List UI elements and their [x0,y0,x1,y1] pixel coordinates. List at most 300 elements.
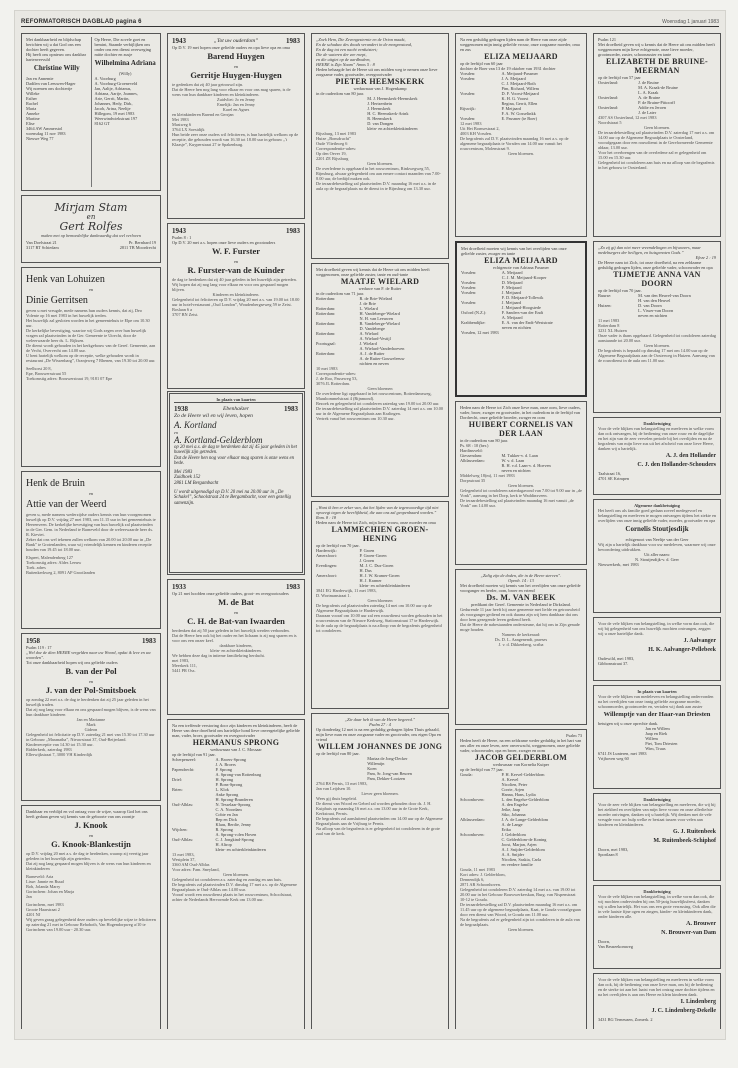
ad-intro: Dankbaar en verblijd en vol ontzag voor de wijze, waarop God het ons heeft gedaan geven wij kennis van de geboorte van ons zoontje [26,809,148,819]
family-table [598,80,716,115]
signer-name: J. Aalvanger [683,638,716,644]
ad-intro: Heden nam de Heere tot Zich, mijn lieve vrouw, onze moeder en oma [316,520,436,525]
child-name: Christine Willy [33,64,80,72]
ad-body: Voor de vele blijken van belangstelling en meeleven in welke vorm dan ook, bij de bediening van onze lieve man, ons bij de bediening en de sterke tot aan het laatst van het ontzag onze dochter tijdens en na het overlijden is aan ons Heere en klein kinderen dank. [598,977,715,997]
ad-intro: Met droefheid geven wij kennis dat de Heere uit ons midden heeft weggenomen, onze geliefde zuster, tante en oud-tante [316,267,430,277]
family-table [461,270,581,330]
family-member: F. A. W. Gosselinkk [501,111,536,116]
family-place: Rotterdam: [316,331,336,336]
family-place: Papendrecht: [172,767,195,772]
ad-place: Taalstraat 16, 4701 SE Krimpen [598,471,630,481]
ad-intro: Op D.V. 19 mei hopen onze geliefde ouders en opa lieve opa en oma [172,45,290,50]
family-member: Nicolien, Saskia, Carla [501,857,542,862]
family-place: Oosterland: [598,95,619,100]
family-member: J. Groen [359,558,375,563]
psalm-ref: Psalm 8 : 1 [172,235,192,240]
deceased-name: JACOB GELDERBLOM [474,753,568,762]
family-member: klein- en achterkleinkinderen [215,847,266,852]
family-place: Alblasserdam: [460,458,485,463]
husband-name: A. Kortland [174,419,217,430]
column-4 [455,33,587,1029]
family-place: Driel: [172,777,183,782]
child-nickname: (Willy) [119,70,132,76]
couple-name: Gert Rolfes [59,220,123,233]
thanks-notice [593,417,721,495]
column-3 [311,33,449,1029]
ad-text: Hij heeft ons opnieuw ons dankbar hartenvervuld [26,52,87,62]
family-place: Rotterdam: [316,306,336,311]
family-place: Amersfoort: [316,573,338,578]
church-obituary [455,569,587,725]
husband-name: J. Knook [74,820,108,830]
signer-name: M. Ruitenbeek-Schiphof [653,838,716,844]
wife-name: C. H. de Bat-van Iwaarden [187,615,285,626]
family-member: K. H. G. Voorst [501,96,529,101]
ad-body: op zondag 22 mei a.s. de dag te herdenken dat zij 25 jaar geleden in het huwelijk traden. Dat zij nog lang voor elkaar en ons gespaard mogen blijven, is de wens van hun dankbare kinderen Jan en Marianne Mark Gideon Gelegenheid tot felicitatie op D.V. zaterdag 21 mei van 15.30 tot 17.30 uur in Gebouw „Maranatha”, Nieuwstraat 37, Oud-Beijerland. Kinderreceptie van 14.30 tot 15.30 uur. Ridderkerk, zaterdag 1983 Ellerwijkstraat 7, 3000 VH Kinderdijk [26,697,156,757]
family-member: H. J. Kramer [359,578,382,583]
quote: „Wel doe de dien HEERE vergelden naar uw Woord, opdat ik leve en uw woorden”. [26,650,151,660]
ad-intro: Na een geduldig gedragen lijden nam de Heere van onze zijde weggenomen mijn innig geliefde vrouw, onze zorgzame moeder, oma en zus [460,37,580,52]
and-text: en [233,609,239,615]
deceased-age: op de leeftijd van 70 jaar. [316,543,360,548]
ad-intro: Op donderdag 12 mei is na een geduldig gedragen lijden Thuis gehaald, mijn lieve man en onze zorgzame vader en grootvader, ons eigen Opa en vriend [316,727,441,742]
ad-banner: In plaats van kaarten [174,397,298,403]
family-member: J. de Later [638,110,657,115]
wife-name: G. Knook-Blankestijn [51,838,131,849]
column-2 [167,33,305,1029]
deceased-name: ELIZA MEIJAARD [484,256,558,265]
family-member: F. D. Meijaard-Tollewik [501,295,544,300]
anniversary-announcement [167,579,305,715]
family-member: klein- en achterkleinkinderen [359,583,410,588]
thanks-notice [593,885,721,969]
family-member: A. Wielard [359,331,379,336]
ad-intro: Op D.V. 20 mei a.s. hopen onze lieve ouders en grootouders [172,240,276,245]
deceased-age: in de ouderdom van 80 jaar. [316,91,364,96]
deceased-name: Willemptje van der Haar-van Driesten [603,711,711,718]
anniversary-years: 1933 1983 [172,583,300,591]
ad-text: maken met op bemoedelijke dankvaardig dat wel verloven [41,233,141,238]
family-place: Huizen: [598,303,612,308]
family-place: Vorsden: [461,290,477,295]
family-member: R. Sprong [215,827,233,832]
family-member: A. den Engelse [501,802,528,807]
engagement-announcement [21,195,161,263]
ad-body: 4307 AS Oosterland, 12 mei 1983 Noordstraat 5 Geen bloemen. De teraardebestelling zal plaatsvinden D.V. zaterdag 17 mei a.s. om 14.00 uur op de Algemene Begraafplaats te Oosterland, voorafgegaan door een rouwdienst in de Gereformeerde Gemeente aldaar, 13.00 uur. Voor het overbrengen van de overledene zal er gelegenheid om 15.00 en 15.30 uur. Gelegenheid tot condoleren aan huis en na afloop van de begrafenis in het gebouw te Oosterland. [598,115,715,170]
and-text: en [233,63,239,69]
family-member: Corrie, Arjen [501,787,525,792]
quote: „Zo zij gij dan niet meer vreemdelingen en bijwoners, maar medeburgers der heiligen, en huisgenoten Gods.” Efeze 2 : 19 [598,245,716,260]
page-header [21,13,719,27]
family-member: L. Wielard [359,306,378,311]
thanks-notice [593,793,721,881]
family-place: Oosterland: [598,105,619,110]
family-member: J. Meijaard-Hoogstede [501,305,541,310]
family-member: C. J. M. Meijaard-Kooper [501,275,547,280]
ad-intro: Heden heeft de Heere, na een zeldzame weder geduldig in het hart van ons aller en onze leven, zeer onverwacht, weggenomen, onze geliefde vader, schoonvader, opa en broer, zwager en oom [460,738,582,753]
family-member: Bep en Dick [215,817,237,822]
notice-title: Dankbetuiging [643,421,671,426]
deceased-name: WILLEM JOHANNES DE JONG [317,742,443,751]
family-table [316,296,444,366]
family-member: A. Broers-Sprong [215,757,247,762]
family-member: H. J. W. Kramer-Groen [359,573,400,578]
family-member: J. A. de Lange-Gelderblom [501,817,549,822]
birth-announcement [21,33,161,191]
bride-name: Attie van der Weerd [26,499,107,510]
ad-body: Bijssburg, 13 mei 1983 Huize „Bonsdrucht” Oude Vliethweg 6 Correspondentie-adres: Op den Oever 19, 2201 ZE Bijssburg Geen bloemen. De overledene is opgebaard in het rouwcentrum, Rinkwegweg 55, Rijnsburg, alwaar gelegenheid om aan ermee contact maanden van 7.00-8.00 uur, de bedtijd maken ook. De teraardebestelling zal plaatsvinden D.V. maandag 16 mei a.s. in de aula op de begraafplaats na de dienst in te Rijnsburg om 13.30 uur. [316,131,441,191]
signer-name: I. Lindenberg [680,999,716,1005]
ad-body: Voor de zeer vele blijken van belangstelling en meeleven, die wij bij het ziekbed en overlijden van mijn lieve vrouw en onze allerliefste moeder ontvingen, danken wij u hartelijk. Wij denken met de vele vreugde voor uw hulp welke er bestaat tussen voor velen aan kinderen en kleinkinderen. [598,802,716,827]
family-member: E. A. van der Endt-Weststrate [501,320,553,325]
deceased-spouse: weduwe van F. de Ruiter [358,286,402,291]
family-member: N. Tesselaar-Sprong [215,802,251,807]
family-member: Siko, Johanna [501,812,526,817]
notice-title: Dankbetuiging [643,797,671,802]
page-date: Woensdag 1 januari 1983 [662,19,719,25]
anniversary-announcement [21,805,161,1029]
family-place: Oxford (N.Z.): [461,310,487,315]
family-member: M. A. Kraak-de Bruine [638,85,678,90]
family-member: H. Altrop [215,842,232,847]
family-member: J. Meijaard [501,300,522,305]
family-list: Mariaa de Jong-Decker Willemijn Koen Pam, Sr. Jong-van Beuren Pam, Dekker-Looizen [367,756,412,781]
family-table [316,548,444,588]
wife-name: R. Furster-van de Kuinder [187,264,285,275]
husband-name: B. van der Pol [65,666,117,676]
ad-place: Doorn, mei 1983, Sportlaan 8 [598,847,629,857]
family-member: A. Kervel [501,777,519,782]
and-text: en [88,491,94,496]
family-place: Vorsden: [460,76,476,81]
family-member: L. den Engelse-Gelderblom [501,797,550,802]
family-member: D. Vandeberge [359,326,385,331]
family-member: D. Meijaard [501,280,523,285]
ad-place: 6741 JS Lunteren, mei 1983 Vrijhoven weg 60 [598,750,647,761]
obituary [593,241,721,413]
bride-name: Dinie Gerritsen [26,295,88,306]
family-member: en verdere familie [501,862,533,867]
ad-body: de dag te herdenken dat zij 40 jaar geleden in het huwelijk zijn getreden. Wij hopen dat zij nog lang voor elkaar en voor ons gespaard mogen blijven. Kinderen en kleinkinderen. Gelegenheid tot feliciteren op D.V. vrijdag 20 mei a.s. van 19.00 tot 18.00 uur in hotel-restaurant „Oud London”, Woudenbergseweg 59 te Zeist. Boslaan 6 a 3707 BN Zeist. [172,277,300,317]
deceased-name: TIJMETJE ANNA VAN DOORN [613,270,701,288]
ad-body: Middelweg 18(m), 11 mei 1983 Dorpsstraat 35 Geen bloemen. Gelegenheid tot condoleren zaterdagavond van 7.00 tot 9.00 uur in „de Vonk”, aanvang in het Dorp, kerk te Waddinxveen. De teraardebestelling zal plaatsvinden maandag 16 mei vanuit „de Vonk” om 14.00 uur. [460,473,582,508]
anniversary-years: 1938 Ebenhaëzer 1983 [174,405,298,413]
family-place: Vorsden: [460,91,476,96]
signer-name: J. C. Lindenberg-Dekelle [651,1008,716,1014]
family-member: H. van den Heuvel [638,298,671,303]
newspaper-page [14,10,726,1040]
anniversary-announcement [167,33,305,219]
family-member: neven en nichten [501,325,531,330]
ad-body: Voor de vele blijken van medeleven en belangstelling ondervonden na het overlijden van onze innig geliefde zorgzame moeder, schoonmoeder, grootmoeder en, vertalen wij dank aan zuster [598,694,714,709]
deceased-name: Cornelis Stoutjesdijk [625,525,689,533]
anniversary-years: 1943 1983 [172,227,300,235]
family-member: C. J. Jongkind-Sprong [215,837,254,842]
family-member: Klaas, Berdie, Jenny [215,822,252,827]
family-member: L. Klok [215,787,229,792]
quote: „Zoek Hem, Die Zevengesternte en de Orion maakt, En de schaduw des doods verandert in de morgenstond, En de dag tot een nacht verduistert; Die de wateren der zee roept, en die uitgiet op de aardbodem, HEERE is Zijn Naam” Amos 5 : 8 [316,37,412,67]
column-1 [21,33,161,1029]
thanks-notice [593,973,721,1029]
ad-body: Voor de vele blijken van belangstelling, in welke vorm dan ook, die wij mochten ondervinden bij ons 50-jarig huwelijksfeest, danken wij u allen hartelijk. Het was ons een grote verrassing. Ook allen die in vele laatste fijne ogen en zingen, kinder- en kleinkinderen dank, onder kinderen alle. [598,894,716,919]
family-place: Gouda: [460,772,473,777]
family-member: Pim, Richard, Willem [501,86,539,91]
family-place: Wijchen: [172,827,188,832]
obituary [311,713,449,1029]
family-member: J. A. Broers [215,762,236,767]
family-member: R. de Brie-Wielard [359,296,393,301]
and-text: en [174,429,179,435]
anniversary-years: 1958 1983 [26,637,156,645]
family-place: Vorsden: [460,116,476,121]
family-member: J. Gelderblom [501,832,526,837]
signer-name: A. J. den Hollander [665,453,716,459]
ad-sub: betuigen wij u onze oprechte dank. [598,720,659,726]
family-list: M. J. Heemskerk-Heemskerk J. Hertzenbein J. Heemskerk H. C. Heemskerk-Arink R. Heemskerk D. van Dongen klein- en achterkleinkinderen [367,96,418,131]
family-member: H. Sprong-Brunderen [215,797,253,802]
deceased-age: in de ouderdom van 80 jaar. [460,438,508,443]
obituary [455,729,587,1029]
family-member: D. van Doorn [638,303,662,308]
family-member: A. Meijaard [501,315,523,320]
and-text: en [88,287,94,292]
psalm-ref: Psalm 121 [598,37,617,42]
deceased-spouse: weduwnaar van Kornelia Kuiper [492,762,550,767]
ad-body: 13 mei 1983, Westplein 37, 3360 AM Oud-Alblas Voor adres: Fam. Sneyland, Geen bloemen. Gelegenheid tot condoleren a.s. zaterdag en zondag en aan huis. De begrafenis zal plaatsvinden D.V. dinsdag 17 mei a.s. op de Algemene Begraafplaats te Oud-Alblas om 14.00 uur. Vooraf wordt een rouwdienst plaats in het rouwcentrum, Schoolstraat, achter de Nederlands Hervormde Kerk om 13.00 uur. [172,852,297,902]
family-member: J. A. Meijaard [501,76,526,81]
deceased-name: ELIZABETH DE BRUINE-MEERMAN [605,57,709,75]
husband-name: W. F. Furster [211,246,260,256]
family-member: P. Meijaard [501,106,522,111]
birth-right [91,37,157,187]
ad-place: 3431 BG Terneuzen, Zomerk. 2 [598,1017,653,1022]
quote: „Zie daar heb ik van de Heere begeerd.” Psalm 27 : 4 [344,717,416,727]
psalm-ref: Psalm 119 : 17 [26,645,52,650]
family-member: B. H. v.d. Laan-v. d. Hoeven [501,463,551,468]
family-member: E. Passmer (te Boer) [501,116,538,121]
family-member: J. Meijaard [501,290,522,295]
groom-name: Henk van Lohuizen [26,274,105,285]
ad-body: Het heeft ons als familie goed gedaan zoveel medegevoel en belangstelling en meeleven te mogen ontvangen tijdens het ziekte en overlijden van onze innig geliefde vader, moeder, grootvader en opa [598,508,717,523]
deceased-spouse: echtgenote van Adriana Passmer [493,265,549,270]
family-member: L. Visser-van Doorn [638,308,674,313]
family-member: A. Wielard-Vanderhoeven [359,346,405,351]
deceased-age-detail: dochter de Boer van 13 de 19 oktober van 1931 dochter [460,66,556,71]
family-member: A. de Lange [501,822,523,827]
family-member: H. Dus [359,568,372,573]
family-member: H. Vandeberge-Wielard [359,311,400,316]
family-member: M. van den Heuvel-van Doorn [638,293,691,298]
family-place: Schoonhoven: [460,797,485,802]
family-place: Amersfoort: [316,553,338,558]
thanks-notice [593,499,721,613]
family-member: P. Bons-Sprong [215,782,243,787]
family-table [460,772,582,867]
wedding-announcement [21,471,161,629]
ad-intro: Heden nam de Heere tot Zich onze lieve man, onze oom, lieve ouders, vader, broer, zwager en grootvader, in het ouderdom in de leeftijd van Dordrecht, onze geliefde broeder, zwager en oom [460,405,581,420]
deceased-name: ELIZA MEIJAARD [484,52,558,61]
deceased-age: op de leeftijd van 77 jaar. [460,767,504,772]
family-member: M. J. C. Dus-Groen [359,563,394,568]
thanks-notice [593,617,721,681]
ad-text: Met dankbaarheid en blijdschap berichten wij u dat God ons een dochter heeft gegeven. [26,37,82,52]
family-member: Addie en Jeroen [638,105,667,110]
and-text: en [88,678,94,684]
family-place: Oud-Alblas: [172,837,194,842]
family-place: Oosterland: [598,80,619,85]
couple-name: Mirjam Stam [54,201,128,214]
family-member: Regina, Gerrit, Ellen [501,101,538,106]
family-member: A. Meijaard [501,270,523,275]
family-member: nichten en neven [359,361,389,366]
ad-place: Vorsden, 12 mei 1983 [461,330,499,335]
ad-intro: Met droefheid geven wij u kennis dat de Heere uit ons midden heeft weggenomen mijn lieve echtgenote, onze lieve moeder, grootmoeder, zuster, schoonzuster en tante [598,42,715,57]
and-text: en [233,258,239,264]
family-member: P. Groen-Groen [359,553,387,558]
ad-intro: Met droefheid moeten wij kennis van het overlijden van onze geliefde zuster, zwager en tante [461,246,567,256]
ad-text: Op Heere, Die zovele goet en bemint, Staande verbijlijken ons onder ons een dienst overweging mitte dochter en zusje [94,37,152,57]
deceased-name: Ds. M. VAN BEEK [486,593,556,602]
family-member: P. Groen [359,548,375,553]
deceased-age: op de leeftijd van 70 jaar. [598,288,642,293]
family-member: A. J. Snijder-Gelderblom [501,847,545,852]
family-member: L. A. Kraak [638,90,659,95]
family-place: Rotterdam: [316,311,336,316]
ad-intro: Tot onze dankbaarheid hopen wij ons geliefde ouders [26,660,118,665]
family-place: Brien: [172,787,183,792]
quote: „Zalig zijn de doden, die in de Heere sterven”. Openb. 14 : 13 [480,573,562,583]
family-member: F. Meijaard [501,285,522,290]
psalm-ref: Psalm 73 [566,733,582,738]
family-member: A. Sprong-van Rottenburg [215,772,262,777]
deceased-spouse: weduwnaar van J. Hogenkamp [353,86,407,91]
family-member: Anke Sprong [215,792,239,797]
family-member: F. Sanders-van der Endt [501,310,543,315]
family-place: Oud-Alblas: [172,802,194,807]
column-5 [593,33,721,1029]
deceased-name: HUIBERT CORNELIS VAN DER LAAN [468,420,574,438]
family-member: P. Sprong [215,767,232,772]
deceased-age: op de leeftijd van 60 jaar [460,61,503,66]
ad-body: te gedenken dat zij 40 jaar getrouwd zijn. Dat de Heere hen nog lang voor elkaar en voor ons mag sparen, is de wens van hun dankbare kinderen en kleinkinderen. Zuidvliet: Jo en Jenny Emelijk: Jan en Jenny Karel en Agnes en kleinkinderen Barend en Gerrjan Mei 1983 Mastweg 6 3764 LX Soestdijk Hun beide zeer onze ouders wil feliciteren, is hun hartelijk welkom op de receptie, die gehouden wordt van 16.30 tot 18.00 uur in gebouw „'t Klaasje”, Kuyperstraat 27 te Spakenburg. [172,82,299,147]
ad-intro: Heden behaagde het de Heere uit ons midden weg te nemen onze lieve zorgzame vader, grootvader, overgrootvader [316,67,438,77]
family-place: Schoonhoven: [460,832,485,837]
wife-name: J. van der Pol-Smitsboek [45,684,137,695]
family-member: C. J. Meijaard-Both [501,81,536,86]
deceased-age: in de ouderdom van 71 jaar. [316,291,364,296]
obituary [455,401,587,565]
groom-name: Henk de Bruin [26,478,85,489]
family-member: C. Gelderblom-de Koning [501,837,547,842]
deceased-spouse: echtgenoot van Neeltje van der Geer [625,536,689,542]
obituary [311,33,449,259]
anniversary-announcement [167,223,305,389]
ad-place: Oudewild, mei 1983, Gibbonsstraat 37. [598,656,635,666]
family-member: B. Vandeberge-Wielard [359,321,400,326]
birth-left [26,37,88,187]
family-member: M. Tukker-v. d. Laan [501,453,538,458]
ad-body: op 20 mei a.s. de dag te herdenken dat zij 45 jaar geleden in het huwelijk zijn getreden. Dat de Heere hen nog voor elkaar mag sparen is onze wens en bede. Mei 1983 Zuidhoek 152 2861 LM Bergambacht U wordt uitgenodigd op D.V. 20 mei na 20.00 uur in „De Schakel”, Schoolstraat 24 te Bergambacht, voor een gezellig samenzijn. [174,444,297,506]
ad-body: herdenken dat zij 50 jaar geleden in het huwelijk werden verbonden. Dat de Heere hen ook bij het ouder en het lichaam is zij nog sparen en is voor ons een onzer keel. dankbare kinderen, klein- en achterkleinkinderen. We hebben deze dag in intieme familiekring herdacht. mei 1983, Meerkerk 111, 5441 PR Oss. [172,628,297,673]
psalm-ref: Ps. 68 : 10 (ber.) [460,443,489,448]
family-member: N. H. van Leeuwen [359,316,394,321]
family-member: Hanna, Hans, Lydia [501,792,536,797]
and-text: en [88,832,94,838]
obituary [593,33,721,237]
deceased-name: LAMMECHIEN GROEN-HENING [331,525,429,543]
newspaper-title: REFORMATORISCH DAGBLAD pagina 6 [21,19,142,25]
wife-name: A. Kortland-Gelderblom [174,434,263,445]
family-list: Jan en Annemie Dadilen van Leeuwen-Hager Wij noemen ons dochtertje Willeke Esther Rachel Maria Anneke Martine Elise 3464 AW Ammerstol woensdag 11 nov 1983 Nieuwe Weg 77 [26,75,76,141]
family-member: J. de Brie [359,301,376,306]
deceased-age: op de leeftijd van 80 jaar. [316,751,360,756]
ad-place: Doorn, Van Beuseekomweg [598,939,633,949]
ad-body: op D.V. vrijdag 20 mei a.s. de dag te herdenken, waarop zij veertig jaar geleden in het huwelijk zijn getreden. Dat zij nog lang gespaard mogen blijven is de wens van hun kinderen en kleinkinderen Barneveld: Aria Lisse: Jannie en Ruud Bob, Jolanda Marry Gorinchem: Johan en Marja Jan Gorinchem, mei 1983 Groote Haarstraat 2 4201 NJ Wij geven graag gelegenheid deze ouders op bevelelijke wijze te feliciteren op zaterdag 21 mei in Gebouw Rehoboth, Van Hogendorpweg a/10 te Gorinchem van 19.00 uur - 20.30 uur. [26,851,156,932]
family-member: P. H. Kervel-Gelderblom [501,772,545,777]
wife-name: Gerritje Huygen-Huygen [190,69,282,80]
family-member: Nicolien, Peter [501,782,528,787]
family-member: J. de Bruine [638,80,659,85]
family-place: Buurse: [598,293,612,298]
family-place: Poortugaal: [316,341,336,346]
deceased-name: HERMANUS SPRONG [192,738,280,747]
family-place: Vorsden: [461,300,477,305]
family-place: Hardinxveld: [460,448,483,453]
ad-body: Voor de vele blijken van belangstelling, in welke vorm dan ook, die wij bij gelegenheid van ons huwelijk mochten ontvangen, zeggen wij u onze hartelijke dank. [598,621,715,636]
family-member: A. J. de Ruiter [359,351,385,356]
anniversary-announcement [169,393,303,573]
husband-name: Barend Huygen [207,51,265,61]
family-member: A. de Ruiter-Gouweleeuw [359,356,405,361]
family-place: Rijswijk: [460,106,476,111]
family-member: A. de Bruine [638,95,661,100]
ad-body: geven u met vreugde, mede namens hun ouders kennis, dat zij, Deo Volente op 16 mei 1983 in het huwelijk treden. Het huwelijk zal gesloten worden in het gemeentehuis te Elpe om 10.30 uur. De kerkelijke bevestiging, waartoe wij Gods zegen over hun huwelijk vragen zal plaatsvinden in de Ger. Gemeente te Utrecht, door de weleerwaarde heer ds. L. Rijksen. De dienst wordt gehouden in het kerkgebouw van de Geref. Gemeente, aan de Vecht, Overvecht om 14.00 uur. U bent hartelijk welkom op de receptie, welke gehouden wordt in restaurant „De Wissenbarg”, Oranjeweg 7 Rhenen, van 19.30 tot 20.00 uur. Seelhorst 20 8, Epe, Brouwersstraat 55 Toekomstig adres: Brouwerstraat 19, 9181 07 Epe [26,308,156,381]
family-table [460,71,582,121]
anniversary-years: 1943 „Tot uw ouderdom” 1983 [172,37,300,45]
family-member: W. v. d. Laan [501,458,525,463]
quote: „Want ik ben er zeker van, dat het lijden van de tegenwoordige tijd niet opweegt tegen de heerlijkheid, die aan ons zal geopenbaard worden.” Rom. 8 : 18 [316,505,439,520]
ad-intro: Na een treffende verstoring door zijn kinderen en kleinkinderen, heeft de Heere van deze droefheid ons hartelijke hond lieve onvergetelijke geliefde man, vader, broer, grootvader en overgrootvader [172,723,300,738]
ad-body: Wij zijn u hartelijk dankbaar voor uw medeleven, waarmee wij onze bewondering uitdrukken. [598,541,716,552]
family-member: Erika [501,827,511,832]
obituary [167,719,305,1029]
ad-place: Nieuwerkerk, mei 1983 [598,561,639,567]
family-place: Alblasserdam: [460,817,485,822]
deceased-name: MAATJE WIELARD [340,277,420,286]
ad-intro: Zo de Heere wil en wij leven, hopen [174,413,253,419]
family-member: A. A. Snijder [501,852,525,857]
family-place: Scherpenzeel: [172,757,197,762]
notice-title: Dankbetuiging [643,889,671,894]
family-place: Krabbendijke: [461,320,486,325]
signer-name: N. Brouwer-van Dam [661,930,716,936]
family-place: Rotterdam: [316,351,336,356]
ad-intro: Op 21 mei hoofden onze geliefde ouders, groot- en overgrootouders [172,591,289,596]
notice-title: In plaats van kaarten [637,689,677,694]
family-list: Jan en Willem Jaap en Riek Willem Piet, Tom Driesten Wim, Truus [645,725,678,751]
deceased-age: op de leeftijd van 57 jaar [598,75,641,80]
deceased-spouse: weduwnaar van J. C. Mossaar [210,747,262,752]
family-place: Vorsden: [461,270,477,275]
ad-body: Gedurende 11 jaar heeft hij onze gemeente met liefde en getrouwheid als voorganger gediend en ook daarna zijn wij hem dankbaar dat ons door hem gezegende leven gediend heeft. Dat de Heere de nabestaanden ondersteune, dat hij ons in Zijn genade moge houden. Namens de kerkeraad: Ds. D. L. Aangenendt, praeses J. v. d. Dikkenberg, scriba [460,607,580,647]
signer-name: C. J. den Hollander-Schouders [637,462,716,468]
signer: Uit aller naam: N. Stoutjesdijk-v. d. Geer [635,551,679,562]
husband-name: M. de Bat [218,597,254,607]
family-member: D. F. Voorst-Meijaard [501,91,539,96]
family-place: Giessendam: [460,453,483,458]
deceased-title: predikant der Geref. Gemeente in Nederland te Dirksland. [471,602,571,607]
ad-body: 2764 BS Pernis, 13 mei 1983, Jan van Leijdsen 10. Liever geen bloemen. Wees gij thuis begeleid. De dienst van Woord en Gebed zal worden gehouden door ds. J. H. Kuiphuis op maandag 16 mei a.s. om 13.00 uur in de Grote Kerk, Kerkstraat, Pernis. De begrafenis zal aansluitend plaatsvinden om 14.00 uur op de Algemene Begraafplaats aan de Vrijburg te Pernis. Na afloop van de begrafenis is er gelegenheid tot condoleren in de grote zaal van de kerk. [316,781,443,836]
